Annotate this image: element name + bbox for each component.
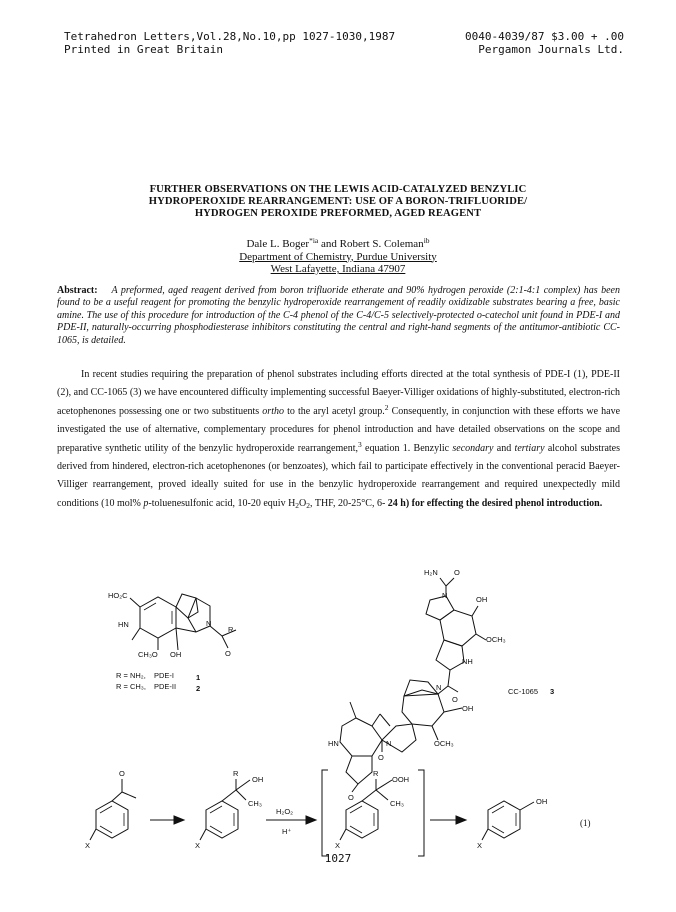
eq-label-r2: R [373,769,379,778]
eq-label-x1: X [85,841,91,850]
pde-label-n: N [206,619,212,628]
body-text: In recent studies requiring the preparation of phenol substrates including efforts directed at the total synthesis of PDE-I (1), PDE-II (2), and CC-1065 (3) we have encountered difficulty implementing successful Baeyer-Villiger oxidations of highly-substituted, electron-rich acetophenones possessing one or two substituents [57,369,620,417]
equation-1 [90,770,534,856]
body-text: and [496,442,512,454]
body-text: equation 1. Benzylic [365,442,450,454]
body-text: O [299,497,307,509]
cc-label-nh: NH [462,657,473,666]
abstract-label: Abstract: [57,285,98,296]
pde-label-o: O [225,649,231,658]
eq-label-ch3-2: CH₃ [390,799,404,808]
eq-label-r1: R [233,769,239,778]
cc-label-oh2: OH [462,704,474,713]
cc-label-o-top: O [454,568,460,577]
publisher: Pergamon Journals Ltd. [478,43,624,56]
reference-mark: 2 [384,402,389,412]
journal-citation: Tetrahedron Letters,Vol.28,No.10,pp 1027-1030,1987 [64,30,396,43]
affiliation-location: West Lafayette, Indiana 47907 [270,263,406,275]
author-conjunction: and [321,238,337,250]
cc-label-o3: O [378,753,384,762]
body-text-italic: tertiary [514,442,545,454]
subscript: 2 [295,500,300,510]
pde-1-number: 1 [196,673,201,682]
cc1065-number: 3 [550,687,555,696]
eq-label-oh: OH [252,775,264,784]
abstract-text: A preformed, aged reagent derived from boron trifluoride etherate and 90% hydrogen peroxide (2:1-4:1 complex) has been found to be a useful reagent for promoting the benzylic hydroperoxide rearrangement of readily oxidizable substrates bearing a free, basic amine. The use of this procedure for introduction of the C-4 phenol of the C-4/C-5 selectively-protected o-catechol unit found in PDE-I and PDE-II, naturally-occurring phosphodiesterase inhibitors constituting the central and right-hand segments of the antitumor-antibiotic CC-1065, is detailed. [57,285,620,346]
subscript: 2 [306,500,311,510]
pde-label-oh: OH [170,650,182,659]
author-name: Robert S. Coleman [339,238,424,250]
eq-label-o: O [119,769,125,778]
pde-2-number: 2 [196,684,201,693]
eq-label-h2o2: H₂O₂ [276,807,294,816]
cc-label-n2: N [436,683,442,692]
printed-in: Printed in Great Britain [64,43,223,56]
equation-number: (1) [580,818,591,828]
journal-price: 0040-4039/87 $3.00 + .00 [465,30,624,43]
author-name: Dale L. Boger [246,238,310,250]
body-text-italic: p [143,497,149,509]
author-footnote-mark: ib [423,236,430,245]
eq-label-x4: X [477,841,483,850]
cc-label-hn: HN [328,739,339,748]
pde-label-ch3o: CH₃O [138,650,158,659]
eq-label-x2: X [195,841,201,850]
pde-structure [130,594,236,650]
pde-r2: R = CH₃, [116,682,146,691]
pde-label-ho2c: HO₂C [108,591,128,600]
cc-label-och3-2: OCH₃ [434,739,454,748]
body-text: to the aryl acetyl group. [287,405,385,417]
eq-label-x3: X [335,841,341,850]
title-line: HYDROPEROXIDE REARRANGEMENT: USE OF A BORON-TRIFLUORIDE/ [148,196,528,207]
page-number: 1027 [324,852,352,865]
body-text: , THF, 20-25°C, 6- [310,497,386,509]
pde-label-r: R [228,625,234,634]
cc-label-och3-1: OCH₃ [486,635,506,644]
eq-label-h-plus: H⁺ [282,827,292,836]
cc1065-structure [340,578,486,792]
affiliation-department: Department of Chemistry, Purdue University [239,250,437,263]
body-text-italic: ortho [262,405,284,417]
cc-label-o2: O [452,695,458,704]
cc1065-name: CC-1065 [508,687,539,696]
cc-label-o4: O [348,793,354,802]
pde-r1: R = NH₂, [116,671,146,680]
cc-label-n3: N [386,739,392,748]
eq-label-oh-final: OH [536,797,548,806]
reference-mark: 3 [357,439,362,449]
cc-label-oh1: OH [476,595,488,604]
body-text-italic: secondary [452,442,494,454]
author-footnote-mark: *ia [309,236,319,245]
pde-2-name: PDE-II [154,682,177,691]
body-text: Consequently, in conjunction with these efforts we have investigated the use of alternative, complementary procedures for phenol introduction and have detailed observations on the scope and preparative synthetic utility of the benzylic hydroperoxide rearrangement, [57,405,621,454]
title-line: HYDROGEN PEROXIDE PREFORMED, AGED REAGENT [194,208,482,219]
eq-label-ooh: OOH [392,775,410,784]
cc-label-n1: N [442,591,448,600]
body-text: alcohol substrates derived from hindered, electron-rich acetophenones (or benzoates), which fail to participate effectively in the conventional peracid Baeyer-Villiger rearrangement, proved ideally suited for use in the benzylic hydroperoxide rearrangement and required unexpectedly mild conditions (10 mol% [57,442,621,509]
title-line: FURTHER OBSERVATIONS ON THE LEWIS ACID-CATALYZED BENZYLIC [149,184,527,195]
body-text: -toluenesulfonic acid, 10-20 equiv H [148,497,296,509]
pde-label-hn: HN [118,620,129,629]
body-text: 24 h) for effecting the desired phenol introduction. [387,497,603,509]
eq-label-ch3-1: CH₃ [248,799,262,808]
pde-1-name: PDE-I [154,671,175,680]
cc-label-h2n: H₂N [424,568,438,577]
